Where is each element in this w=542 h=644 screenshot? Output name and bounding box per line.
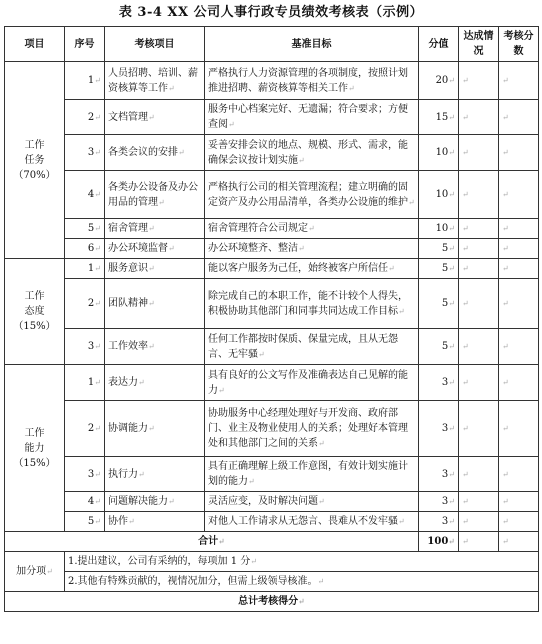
seq-cell — [65, 171, 105, 219]
total-score: 100 — [427, 536, 449, 547]
score-cell — [419, 259, 459, 279]
return-mark: ↵ — [94, 469, 101, 479]
return-mark: ↵ — [502, 378, 509, 387]
target-cell — [205, 100, 419, 135]
score-value: 10 — [435, 223, 449, 234]
total-achieved-cell — [459, 532, 499, 552]
seq-value: 4 — [87, 189, 95, 200]
return-mark: ↵ — [462, 190, 469, 199]
item-cell — [105, 62, 205, 100]
header-project: 项目 — [5, 27, 65, 62]
target-cell — [205, 401, 419, 457]
item-value: 工作效率 — [108, 341, 148, 352]
table-row — [5, 219, 539, 239]
seq-value: 2 — [87, 298, 95, 309]
score-cell — [419, 100, 459, 135]
return-mark: ↵ — [448, 112, 455, 122]
header-item: 考核项目 — [105, 27, 205, 62]
total-assess-cell — [499, 532, 539, 552]
assess-cell — [499, 512, 539, 532]
assess-cell — [499, 492, 539, 512]
return-mark: ↵ — [94, 190, 101, 199]
target-value: 对他人工作请求从无怨言、畏难从不发牢骚 — [208, 516, 398, 527]
return-mark: ↵ — [94, 264, 101, 273]
table-row — [5, 239, 539, 259]
item-cell — [105, 329, 205, 365]
item-value: 各类会议的安排 — [108, 147, 178, 158]
section-name-line: （15%） — [13, 321, 56, 332]
assess-cell — [499, 100, 539, 135]
seq-cell — [65, 259, 105, 279]
header-target: 基准目标 — [205, 27, 419, 62]
achieved-cell — [459, 62, 499, 100]
return-mark: ↵ — [462, 224, 469, 233]
return-mark: ↵ — [502, 424, 509, 433]
bonus-text-cell — [65, 572, 539, 592]
return-mark: ↵ — [94, 378, 101, 387]
return-mark: ↵ — [462, 148, 469, 157]
return-mark: ↵ — [462, 76, 469, 85]
achieved-cell — [459, 512, 499, 532]
item-value: 协作 — [108, 516, 128, 527]
table-row — [5, 365, 539, 401]
item-cell — [105, 512, 205, 532]
target-cell — [205, 62, 419, 100]
score-value: 15 — [435, 111, 449, 123]
assess-cell — [499, 401, 539, 457]
return-mark: ↵ — [168, 83, 175, 93]
item-cell — [105, 492, 205, 512]
return-mark: ↵ — [298, 155, 305, 165]
seq-cell — [65, 279, 105, 329]
score-cell — [419, 171, 459, 219]
assess-cell — [499, 239, 539, 259]
total-score-cell — [419, 532, 459, 552]
return-mark: ↵ — [138, 469, 145, 479]
item-value: 办公环境监督 — [108, 243, 168, 254]
achieved-cell — [459, 279, 499, 329]
target-value: 服务中心档案完好、无遗漏；符合要求；方便查阅 — [208, 104, 408, 130]
target-cell — [205, 492, 419, 512]
item-value: 执行力 — [108, 468, 138, 480]
return-mark: ↵ — [448, 378, 455, 387]
score-value: 3 — [441, 516, 449, 527]
item-value: 文档管理 — [108, 111, 148, 123]
table-row — [5, 135, 539, 171]
return-mark: ↵ — [348, 83, 355, 93]
item-cell — [105, 239, 205, 259]
return-mark: ↵ — [148, 112, 155, 122]
score-cell — [419, 401, 459, 457]
target-value: 灵活应变，及时解决问题 — [208, 496, 318, 507]
score-value: 3 — [441, 377, 449, 388]
assess-cell — [499, 457, 539, 492]
return-mark: ↵ — [448, 517, 455, 526]
achieved-cell — [459, 259, 499, 279]
return-mark: ↵ — [502, 497, 509, 506]
header-assess: 考核分数 — [499, 27, 539, 62]
return-mark: ↵ — [168, 244, 175, 253]
bonus-row — [5, 572, 539, 592]
bonus-row — [5, 552, 539, 572]
return-mark: ↵ — [448, 264, 455, 273]
return-mark: ↵ — [448, 244, 455, 253]
return-mark: ↵ — [462, 342, 469, 351]
seq-value: 3 — [87, 147, 95, 158]
return-mark: ↵ — [388, 264, 395, 273]
table-title: 表 3-4 XX 公司人事行政专员绩效考核表（示例） — [118, 5, 424, 20]
final-label: 总计考核得分 — [238, 596, 299, 607]
return-mark: ↵ — [258, 349, 265, 359]
assess-cell — [499, 171, 539, 219]
score-value: 10 — [435, 189, 449, 200]
assessment-table — [4, 26, 539, 612]
return-mark: ↵ — [298, 596, 305, 606]
target-cell — [205, 259, 419, 279]
return-mark: ↵ — [318, 439, 325, 448]
final-label-cell — [5, 592, 539, 612]
return-mark: ↵ — [502, 148, 509, 157]
target-value: 办公环境整齐、整洁 — [208, 243, 298, 254]
score-cell — [419, 329, 459, 365]
target-cell — [205, 135, 419, 171]
score-value: 3 — [441, 423, 449, 434]
section-name-line: （70%） — [13, 169, 56, 181]
return-mark: ↵ — [448, 299, 455, 308]
return-mark: ↵ — [148, 299, 155, 308]
section-name-cell — [5, 62, 65, 259]
score-cell — [419, 62, 459, 100]
return-mark: ↵ — [228, 120, 235, 129]
achieved-cell — [459, 457, 499, 492]
assess-cell — [499, 365, 539, 401]
table-row — [5, 100, 539, 135]
return-mark: ↵ — [94, 76, 101, 85]
item-cell — [105, 259, 205, 279]
return-mark: ↵ — [462, 244, 469, 253]
seq-value: 3 — [87, 341, 95, 352]
score-cell — [419, 512, 459, 532]
return-mark: ↵ — [448, 536, 455, 546]
return-mark: ↵ — [148, 224, 155, 233]
target-value: 任何工作都按时保质、保量完成，且从无怨言、无牢骚 — [208, 333, 398, 360]
score-value: 5 — [441, 263, 449, 274]
return-mark: ↵ — [502, 299, 509, 308]
score-value: 5 — [441, 298, 449, 309]
achieved-cell — [459, 135, 499, 171]
return-mark: ↵ — [148, 264, 155, 273]
return-mark: ↵ — [298, 244, 305, 253]
table-row — [5, 171, 539, 219]
achieved-cell — [459, 100, 499, 135]
section-name-line: 能力 — [24, 442, 45, 454]
return-mark: ↵ — [448, 224, 455, 233]
seq-value: 2 — [87, 111, 95, 123]
return-mark: ↵ — [178, 148, 185, 157]
seq-cell — [65, 219, 105, 239]
return-mark: ↵ — [448, 148, 455, 157]
score-cell — [419, 279, 459, 329]
score-value: 3 — [441, 468, 449, 480]
bonus-text: 2.其他有特殊贡献的，视情况加分，但需上级领导核准。 — [68, 576, 318, 587]
seq-value: 1 — [87, 75, 95, 86]
achieved-cell — [459, 219, 499, 239]
return-mark: ↵ — [94, 517, 101, 526]
return-mark: ↵ — [46, 567, 53, 576]
score-value: 20 — [435, 75, 449, 86]
seq-cell — [65, 329, 105, 365]
seq-cell — [65, 135, 105, 171]
return-mark: ↵ — [502, 469, 509, 479]
return-mark: ↵ — [248, 477, 255, 486]
score-cell — [419, 239, 459, 259]
item-value: 协调能力 — [108, 423, 148, 434]
seq-value: 5 — [87, 516, 95, 527]
item-value: 各类办公设备及办公用品的管理 — [108, 181, 198, 208]
return-mark: ↵ — [502, 342, 509, 351]
return-mark: ↵ — [502, 244, 509, 253]
section-name-line: 任务 — [24, 154, 45, 166]
table-row — [5, 401, 539, 457]
return-mark: ↵ — [502, 264, 509, 273]
return-mark: ↵ — [94, 224, 101, 233]
return-mark: ↵ — [158, 197, 165, 207]
achieved-cell — [459, 171, 499, 219]
seq-value: 4 — [87, 496, 95, 507]
score-value: 5 — [441, 341, 449, 352]
assess-cell — [499, 279, 539, 329]
score-cell — [419, 135, 459, 171]
achieved-cell — [459, 239, 499, 259]
total-label-cell — [5, 532, 419, 552]
item-cell — [105, 171, 205, 219]
total-label: 合计 — [198, 536, 219, 547]
bonus-label: 加分项 — [16, 566, 47, 577]
return-mark: ↵ — [138, 378, 145, 387]
table-row — [5, 457, 539, 492]
seq-cell — [65, 492, 105, 512]
item-value: 问题解决能力 — [108, 496, 168, 507]
table-row — [5, 62, 539, 100]
seq-cell — [65, 512, 105, 532]
return-mark: ↵ — [502, 76, 509, 85]
target-value: 协助服务中心经理处理好与开发商、政府部门、业主及物业使用人的关系；处理好本管理处和其他部门之间的关系 — [208, 408, 408, 449]
seq-cell — [65, 100, 105, 135]
item-value: 宿舍管理 — [108, 223, 148, 234]
seq-cell — [65, 401, 105, 457]
table-row — [5, 329, 539, 365]
assess-cell — [499, 62, 539, 100]
section-name-cell — [5, 365, 65, 532]
return-mark: ↵ — [462, 497, 469, 506]
return-mark: ↵ — [308, 224, 315, 233]
achieved-cell — [459, 492, 499, 512]
item-value: 人员招聘、培训、薪资核算等工作 — [108, 67, 198, 94]
return-mark: ↵ — [448, 190, 455, 199]
item-cell — [105, 401, 205, 457]
header-row — [5, 27, 539, 62]
target-value: 能以客户服务为己任，始终被客户所信任 — [208, 263, 388, 274]
return-mark: ↵ — [462, 537, 469, 546]
return-mark: ↵ — [448, 497, 455, 506]
assess-cell — [499, 219, 539, 239]
target-value: 具有正确理解上级工作意图，有效计划实施计划的能力 — [208, 461, 408, 487]
return-mark: ↵ — [462, 378, 469, 387]
assess-cell — [499, 329, 539, 365]
return-mark: ↵ — [398, 517, 405, 526]
target-value: 严格执行公司的相关管理流程；建立明确的固定资产及办公用品清单，各类办公设施的维护 — [208, 181, 408, 208]
return-mark: ↵ — [148, 424, 155, 433]
header-seq: 序号 — [65, 27, 105, 62]
target-value: 妥善安排会议的地点、规模、形式、需求，能确保会议按计划实施 — [208, 139, 408, 166]
seq-cell — [65, 457, 105, 492]
target-cell — [205, 329, 419, 365]
header-score: 分值 — [419, 27, 459, 62]
return-mark: ↵ — [94, 148, 101, 157]
section-name-line: 工作 — [24, 427, 45, 439]
section-name-line: 态度 — [24, 306, 45, 317]
item-cell — [105, 365, 205, 401]
seq-cell — [65, 365, 105, 401]
item-value: 服务意识 — [108, 263, 148, 274]
return-mark: ↵ — [94, 112, 101, 122]
return-mark: ↵ — [218, 385, 225, 395]
item-value: 表达力 — [108, 377, 138, 388]
target-cell — [205, 365, 419, 401]
return-mark: ↵ — [94, 299, 101, 308]
return-mark: ↵ — [398, 306, 405, 316]
score-cell — [419, 219, 459, 239]
header-achieved: 达成情况 — [459, 27, 499, 62]
bonus-text-cell — [65, 552, 539, 572]
assess-cell — [499, 259, 539, 279]
score-value: 5 — [441, 243, 449, 254]
return-mark: ↵ — [317, 577, 325, 586]
bonus-label-cell — [5, 552, 65, 592]
section-name-line: 工作 — [24, 139, 45, 151]
item-value: 团队精神 — [108, 298, 148, 309]
seq-cell — [65, 239, 105, 259]
return-mark: ↵ — [502, 224, 509, 233]
section-name-line: （15%） — [13, 457, 56, 469]
return-mark: ↵ — [250, 557, 257, 566]
return-mark: ↵ — [462, 469, 469, 479]
table-row — [5, 259, 539, 279]
target-value: 宿舍管理符合公司规定 — [208, 223, 308, 234]
target-cell — [205, 279, 419, 329]
seq-value: 1 — [87, 263, 95, 274]
achieved-cell — [459, 401, 499, 457]
score-value: 10 — [435, 147, 449, 158]
return-mark: ↵ — [462, 264, 469, 273]
section-name-line: 工作 — [24, 291, 45, 302]
item-cell — [105, 279, 205, 329]
target-cell — [205, 457, 419, 492]
table-row — [5, 279, 539, 329]
return-mark: ↵ — [462, 112, 469, 122]
return-mark: ↵ — [94, 497, 101, 506]
item-cell — [105, 135, 205, 171]
item-cell — [105, 457, 205, 492]
return-mark: ↵ — [94, 424, 101, 433]
return-mark: ↵ — [502, 190, 509, 199]
return-mark: ↵ — [218, 536, 225, 546]
return-mark: ↵ — [462, 299, 469, 308]
score-cell — [419, 457, 459, 492]
target-cell — [205, 239, 419, 259]
item-cell — [105, 100, 205, 135]
seq-value: 2 — [87, 423, 95, 434]
achieved-cell — [459, 365, 499, 401]
target-cell — [205, 171, 419, 219]
return-mark: ↵ — [318, 497, 325, 506]
total-row — [5, 532, 539, 552]
return-mark: ↵ — [462, 517, 469, 526]
target-value: 具有良好的公文写作及准确表达自己见解的能力 — [208, 369, 408, 396]
return-mark: ↵ — [502, 537, 509, 546]
table-row — [5, 512, 539, 532]
assess-cell — [499, 135, 539, 171]
item-cell — [105, 219, 205, 239]
seq-value: 3 — [87, 468, 95, 480]
return-mark: ↵ — [408, 197, 415, 207]
score-cell — [419, 492, 459, 512]
return-mark: ↵ — [448, 424, 455, 433]
score-value: 3 — [441, 496, 449, 507]
return-mark: ↵ — [448, 342, 455, 351]
return-mark: ↵ — [168, 497, 175, 506]
return-mark: ↵ — [502, 517, 509, 526]
return-mark: ↵ — [94, 244, 101, 253]
return-mark: ↵ — [462, 424, 469, 433]
return-mark: ↵ — [502, 112, 509, 122]
target-value: 除完成自己的本职工作，能不计较个人得失，积极协助其他部门和同事共同达成工作目标 — [208, 290, 408, 317]
return-mark: ↵ — [448, 469, 455, 479]
score-cell — [419, 365, 459, 401]
seq-value: 6 — [87, 243, 95, 254]
seq-value: 5 — [87, 223, 95, 234]
seq-value: 1 — [87, 377, 95, 388]
return-mark: ↵ — [448, 76, 455, 85]
final-row — [5, 592, 539, 612]
return-mark: ↵ — [128, 517, 135, 526]
return-mark: ↵ — [148, 342, 155, 351]
bonus-text: 1.提出建议，公司有采纳的，每项加 1 分 — [68, 556, 251, 567]
target-value: 严格执行人力资源管理的各项制度，按照计划推进招聘、薪资核算等相关工作 — [208, 67, 408, 94]
section-name-cell — [5, 259, 65, 365]
target-cell — [205, 219, 419, 239]
achieved-cell — [459, 329, 499, 365]
seq-cell — [65, 62, 105, 100]
return-mark: ↵ — [94, 342, 101, 351]
target-cell — [205, 512, 419, 532]
table-row — [5, 492, 539, 512]
